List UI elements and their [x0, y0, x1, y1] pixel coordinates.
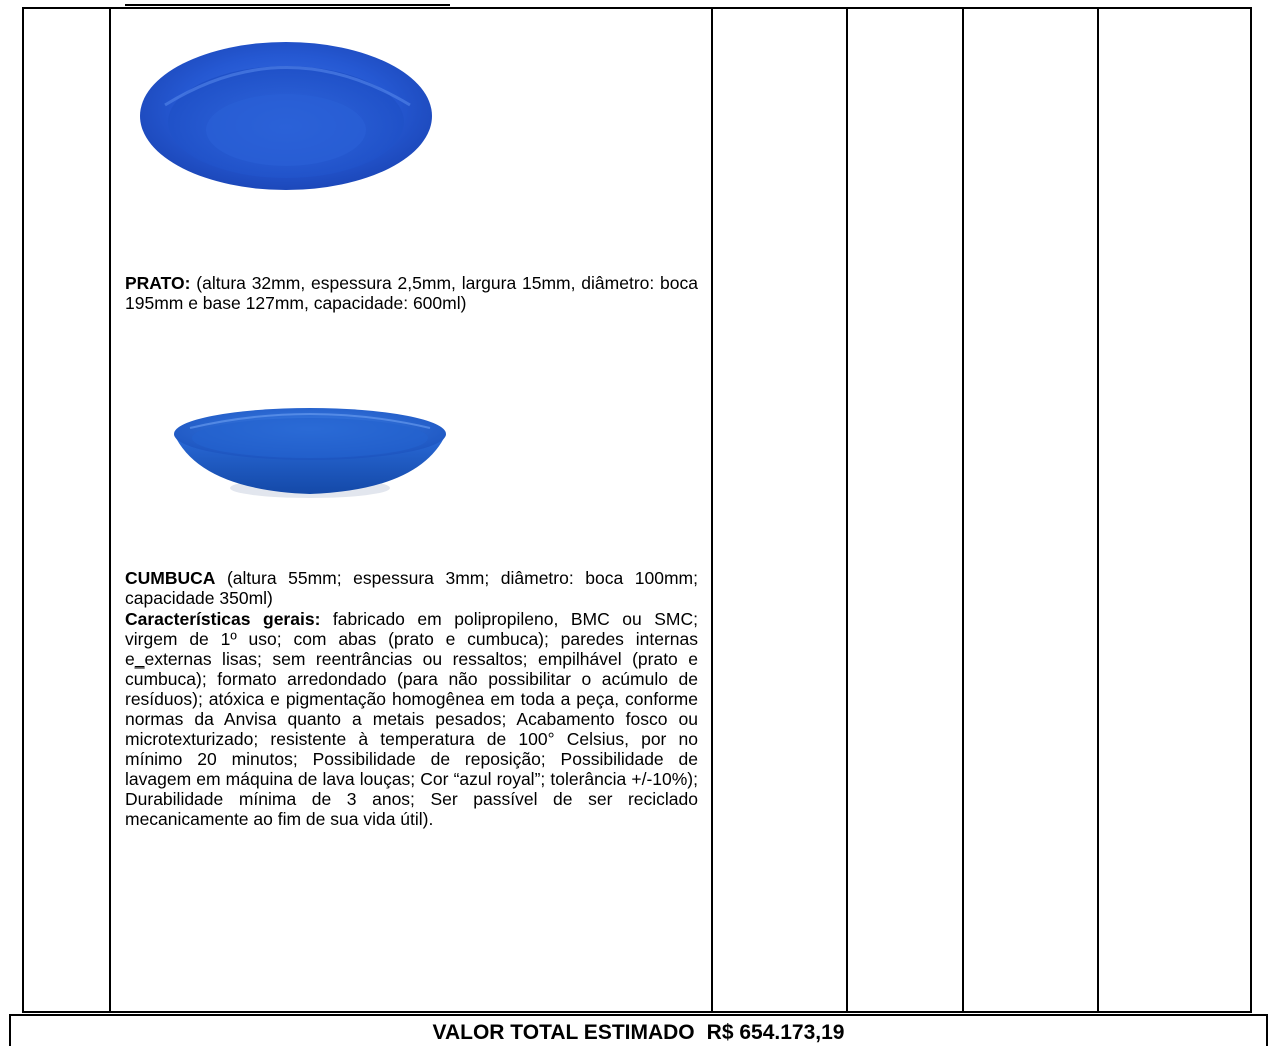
column-divider: [846, 7, 848, 1013]
characteristics-heading: Características gerais:: [125, 609, 321, 629]
bowl-image: [160, 370, 460, 520]
bowl-description: [125, 568, 698, 608]
total-label: VALOR TOTAL ESTIMADO: [432, 1021, 695, 1044]
characteristics-text-underscore: _: [134, 649, 145, 669]
column-divider: [962, 7, 964, 1013]
bowl-specs: (altura 55mm; espessura 3mm; diâmetro: boca 100mm; capacidade 350ml): [125, 568, 698, 608]
plate-specs: (altura 32mm, espessura 2,5mm, largura 15mm, diâmetro: boca 195mm e base 127mm, capacidade: 600ml): [125, 273, 698, 313]
characteristics-text-1: fabricado em polipropileno, BMC ou SMC; virgem de 1º uso; com abas (prato e cumbuca); paredes internas e: [125, 609, 698, 669]
plate-heading: PRATO:: [125, 273, 191, 293]
column-divider: [1097, 7, 1099, 1013]
total-value: R$ 654.173,19: [706, 1021, 845, 1044]
total-row: [9, 1014, 1268, 1046]
column-divider: [109, 7, 111, 1013]
plate-image: [125, 10, 450, 240]
plate-description: [125, 273, 698, 313]
top-border-fragment: [125, 4, 450, 6]
bowl-heading: CUMBUCA: [125, 568, 216, 588]
general-characteristics: [125, 609, 698, 829]
characteristics-text-2: externas lisas; sem reentrâncias ou ressaltos; empilhável (prato e cumbuca); formato arredondado (para não possibilitar o acúmulo de resíduos); atóxica e pigmentação homogênea em toda a peça, conforme normas da Anvisa quanto a metais pesados; Acabamento fosco ou microtexturizado; resistente à temperatura de 100° Celsius, por no mínimo 20 minutos; Possibilidade de reposição; Possibilidade de lavagem em máquina de lava louças; Cor “azul royal”; tolerância +/-10%); Durabilidade mínima de 3 anos; Ser passível de ser reciclado mecanicamente ao fim de sua vida útil).: [125, 649, 698, 829]
column-divider: [711, 7, 713, 1013]
total-text: [427, 1016, 851, 1048]
